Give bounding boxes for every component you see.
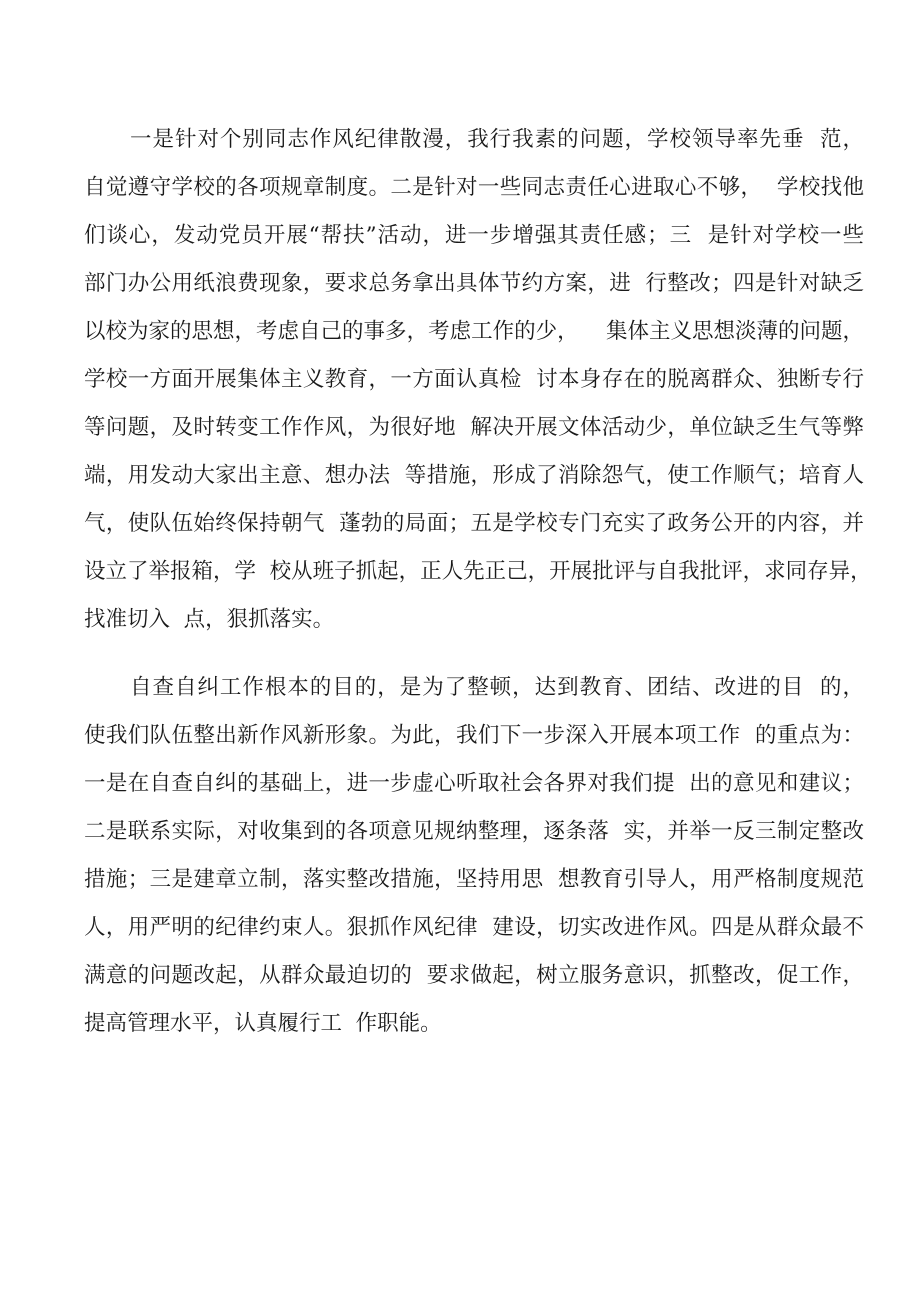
text-line: 学校一方面开展集体主义教育，一方面认真检 讨本身存在的脱离群众、独断专行 xyxy=(84,367,864,392)
text-line: 端，用发动大家出主意、想办法 等措施，形成了消除怨气，使工作顺气；培育人 xyxy=(84,463,864,488)
text-line: 一是在自查自纠的基础上，进一步虚心听取社会各界对我们提 出的意见和建议； xyxy=(84,771,864,796)
text-line: 二是联系实际，对收集到的各项意见规纳整理，逐条落 实，并举一反三制定整改 xyxy=(84,819,864,844)
paragraph-2 xyxy=(84,664,864,1048)
text-line: 们谈心，发动党员开展“帮扶”活动，进一步增强其责任感；三 是针对学校一些 xyxy=(84,223,864,248)
text-line: 人，用严明的纪律约束人。狠抓作风纪律 建设，切实改进作风。四是从群众最不 xyxy=(84,915,864,940)
text-line: 措施；三是建章立制，落实整改措施，坚持用思 想教育引导人，用严格制度规范 xyxy=(84,867,864,892)
text-line: 自查自纠工作根本的目的，是为了整顿，达到教育、团结、改进的目 的， xyxy=(130,675,864,700)
text-line: 部门办公用纸浪费现象，要求总务拿出具体节约方案，进 行整改；四是针对缺乏 xyxy=(84,271,864,296)
text-line: 等问题，及时转变工作作风，为很好地 解决开展文体活动少，单位缺乏生气等弊 xyxy=(84,415,864,440)
text-line: 以校为家的思想，考虑自己的事多，考虑工作的少， 集体主义思想淡薄的问题， xyxy=(84,319,864,344)
paragraph-1 xyxy=(84,116,872,644)
text-line: 提高管理水平，认真履行工 作职能。 xyxy=(84,1011,442,1036)
text-line: 一是针对个别同志作风纪律散漫，我行我素的问题，学校领导率先垂 范， xyxy=(130,127,864,152)
text-line: 满意的问题改起，从群众最迫切的 要求做起，树立服务意识，抓整改，促工作， xyxy=(84,963,864,988)
text-line: 设立了举报箱，学 校从班子抓起，正人先正己，开展批评与自我批评，求同存异， xyxy=(84,559,872,584)
text-line: 气，使队伍始终保持朝气 蓬勃的局面；五是学校专门充实了政务公开的内容，并 xyxy=(84,511,864,536)
text-line: 使我们队伍整出新作风新形象。为此，我们下一步深入开展本项工作 的重点为： xyxy=(84,723,864,748)
text-line: 找准切入 点，狠抓落实。 xyxy=(84,607,335,632)
text-line: 自觉遵守学校的各项规章制度。二是针对一些同志责任心进取心不够， 学校找他 xyxy=(84,175,864,200)
